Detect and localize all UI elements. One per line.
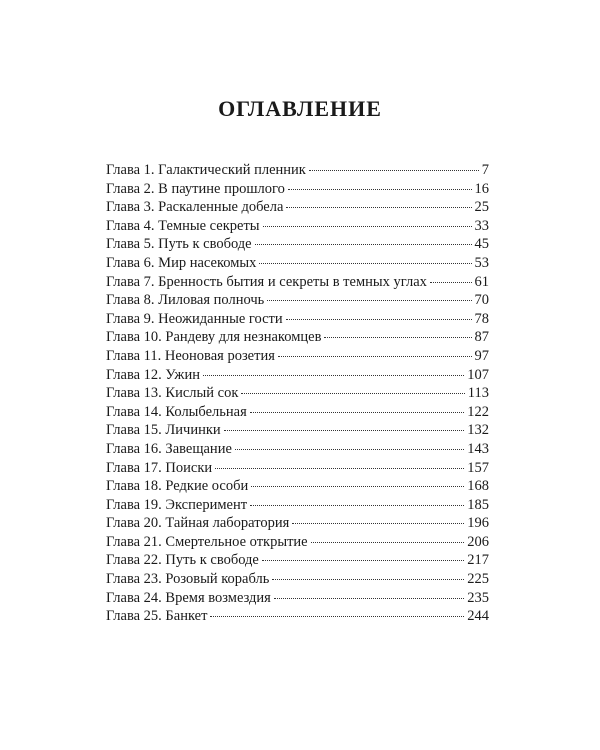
page-number: 70 [474,292,489,309]
dot-leader [309,170,479,171]
chapter-title: Глава 3. Раскаленные добела [106,199,284,216]
toc-entry [106,589,489,608]
dot-leader [272,579,464,580]
page-number: 25 [474,199,489,216]
toc-entry [106,273,489,292]
page-number: 217 [467,552,489,569]
page-number: 33 [474,217,489,234]
dot-leader [288,189,472,190]
toc-entry [106,496,489,515]
page-number: 97 [474,347,489,364]
chapter-title: Глава 10. Рандеву для незнакомцев [106,329,322,346]
toc-entry [106,328,489,347]
chapter-title: Глава 17. Поиски [106,459,213,476]
page-number: 122 [467,403,489,420]
dot-leader [286,207,471,208]
dot-leader [292,523,464,524]
toc-entry [106,254,489,273]
dot-leader [267,300,471,301]
page-number: 107 [467,366,489,383]
page-number: 78 [474,310,489,327]
toc-entry [106,291,489,310]
toc-entry [106,366,489,385]
chapter-title: Глава 13. Кислый сок [106,385,239,402]
dot-leader [250,505,464,506]
dot-leader [203,375,464,376]
dot-leader [215,468,464,469]
chapter-title: Глава 12. Ужин [106,366,200,383]
dot-leader [235,449,464,450]
page-number: 45 [474,236,489,253]
chapter-title: Глава 1. Галактический пленник [106,162,306,178]
dot-leader [324,337,471,338]
chapter-title: Глава 22. Путь к свободе [106,552,259,569]
chapter-title: Глава 9. Неожиданные гости [106,310,283,327]
chapter-title: Глава 19. Эксперимент [106,496,248,513]
toc-entry [106,161,489,180]
dot-leader [311,542,465,543]
dot-leader [250,412,464,413]
dot-leader [278,356,472,357]
toc-entry [106,403,489,422]
toc-entry [106,607,489,626]
page-number: 132 [467,422,489,439]
chapter-title: Глава 8. Лиловая полночь [106,292,265,309]
table-of-contents [106,161,489,626]
chapter-title: Глава 11. Неоновая розетия [106,347,275,364]
chapter-title: Глава 25. Банкет [106,608,208,625]
page-number: 235 [467,589,489,606]
page-number: 168 [467,478,489,495]
toc-entry [106,459,489,478]
dot-leader [263,226,472,227]
page-title: ОГЛАВЛЕНИЕ [218,96,382,121]
chapter-title: Глава 7. Бренность бытия и секреты в темных углах [106,273,427,290]
dot-leader [259,263,471,264]
toc-entry [106,310,489,329]
page-number: 7 [481,162,489,178]
dot-leader [255,244,472,245]
chapter-title: Глава 23. Розовый корабль [106,571,270,588]
toc-entry [106,514,489,533]
chapter-title: Глава 16. Завещание [106,440,232,457]
page-number: 244 [467,608,489,625]
chapter-title: Глава 20. Тайная лаборатория [106,515,290,532]
toc-entry [106,570,489,589]
toc-entry [106,440,489,459]
dot-leader [430,282,472,283]
toc-entry [106,217,489,236]
page-number: 143 [467,440,489,457]
chapter-title: Глава 21. Смертельное открытие [106,533,308,550]
chapter-title: Глава 6. Мир насекомых [106,254,257,271]
page-number: 157 [467,459,489,476]
dot-leader [210,616,464,617]
toc-entry [106,551,489,570]
toc-entry [106,421,489,440]
chapter-title: Глава 14. Колыбельная [106,403,247,420]
toc-entry [106,384,489,403]
chapter-title: Глава 2. В паутине прошлого [106,180,285,197]
page-number: 53 [474,254,489,271]
page-number: 113 [467,385,489,402]
dot-leader [262,560,464,561]
toc-entry [106,477,489,496]
page-number: 16 [474,180,489,197]
chapter-title: Глава 24. Время возмездия [106,589,271,606]
dot-leader [286,319,472,320]
dot-leader [241,393,464,394]
toc-entry [106,180,489,199]
toc-entry [106,347,489,366]
page-number: 196 [467,515,489,532]
chapter-title: Глава 5. Путь к свободе [106,236,252,253]
chapter-title: Глава 15. Личинки [106,422,221,439]
chapter-title: Глава 18. Редкие особи [106,478,249,495]
page-number: 61 [474,273,489,290]
dot-leader [274,598,464,599]
toc-entry [106,198,489,217]
page-number: 185 [467,496,489,513]
toc-entry [106,235,489,254]
dot-leader [251,486,464,487]
page-number: 87 [474,329,489,346]
page-number: 225 [467,571,489,588]
dot-leader [224,430,465,431]
page-number: 206 [467,533,489,550]
toc-entry [106,533,489,552]
chapter-title: Глава 4. Темные секреты [106,217,260,234]
